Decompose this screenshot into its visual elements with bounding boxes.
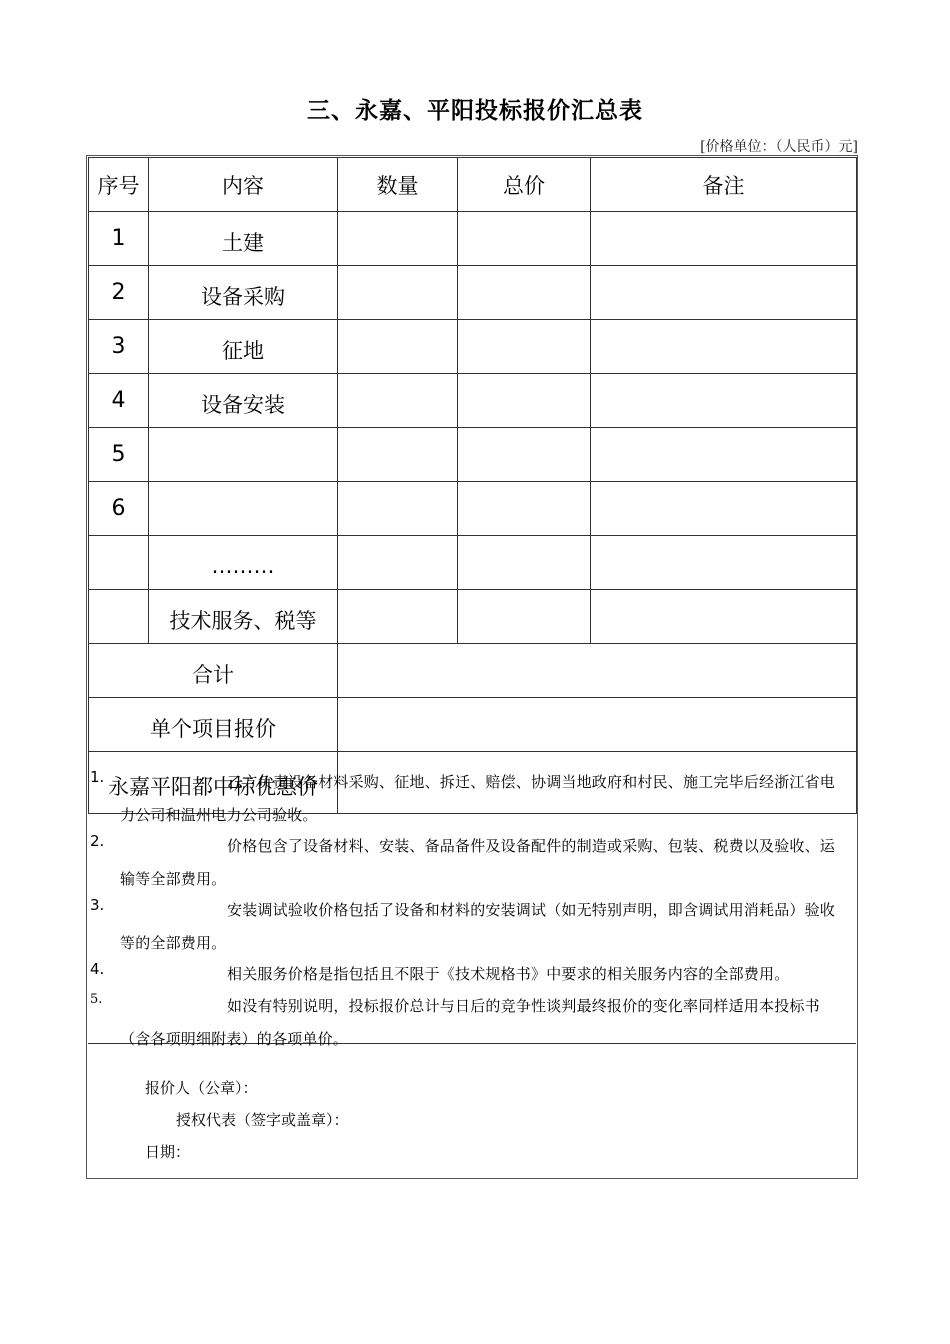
note-number: 1. [90, 768, 105, 786]
row-seq [89, 536, 149, 590]
row-remarks-cell[interactable] [591, 590, 857, 644]
row-seq: 3 [89, 320, 149, 374]
row-total-cell[interactable] [458, 320, 591, 374]
row-quantity-cell[interactable] [338, 482, 458, 536]
row-total-cell[interactable] [458, 536, 591, 590]
note-item [88, 820, 856, 888]
row-quantity-cell[interactable] [338, 428, 458, 482]
row-quantity-cell[interactable] [338, 212, 458, 266]
row-quantity-cell[interactable] [338, 320, 458, 374]
total-label: 合计 [89, 644, 338, 698]
total-value-cell[interactable] [338, 644, 857, 698]
table-row [89, 266, 857, 320]
note-item [88, 884, 856, 952]
note-item [88, 948, 856, 983]
row-total-cell[interactable] [458, 374, 591, 428]
discount-label: 永嘉平阳都中标优惠价 [89, 752, 338, 814]
table-row [89, 590, 857, 644]
row-content: 土建 [149, 212, 338, 266]
note-text: 价格包含了设备材料、安装、备品备件及设备配件的制造或采购、包装、税费以及验收、运输等全部费用。 [120, 837, 836, 888]
single-project-label: 单个项目报价 [89, 698, 338, 752]
header-content: 内容 [149, 158, 338, 212]
row-remarks-cell[interactable] [591, 320, 857, 374]
header-remarks: 备注 [591, 158, 857, 212]
row-total-cell[interactable] [458, 590, 591, 644]
row-content: 设备安装 [149, 374, 338, 428]
table-row [89, 320, 857, 374]
row-remarks-cell[interactable] [591, 482, 857, 536]
row-content: 技术服务、税等 [149, 590, 338, 644]
row-seq: 1 [89, 212, 149, 266]
row-quantity-cell[interactable] [338, 374, 458, 428]
row-seq: 6 [89, 482, 149, 536]
table-row [89, 536, 857, 590]
row-seq: 5 [89, 428, 149, 482]
row-seq: 4 [89, 374, 149, 428]
date-label: 日期： [145, 1143, 191, 1161]
row-total-cell[interactable] [458, 212, 591, 266]
row-content[interactable] [149, 482, 338, 536]
row-content: 征地 [149, 320, 338, 374]
row-content[interactable] [149, 428, 338, 482]
header-quantity: 数量 [338, 158, 458, 212]
note-text: 相关服务价格是指包括且不限于《技术规格书》中要求的相关服务内容的全部费用。 [227, 965, 790, 983]
page-title: 三、永嘉、平阳投标报价汇总表 [307, 97, 643, 124]
signature-section [88, 1044, 856, 1178]
total-row [89, 644, 857, 698]
note-number: 2. [90, 832, 105, 850]
table-row [89, 374, 857, 428]
row-total-cell[interactable] [458, 482, 591, 536]
row-remarks-cell[interactable] [591, 536, 857, 590]
single-project-row [89, 698, 857, 752]
authorized-representative-label: 授权代表（签字或盖章）： [176, 1111, 349, 1129]
row-total-cell[interactable] [458, 428, 591, 482]
header-total-price: 总价 [458, 158, 591, 212]
notes-section [88, 756, 856, 1048]
note-number: 4. [90, 960, 105, 978]
note-number: 3. [90, 896, 105, 914]
table-row [89, 428, 857, 482]
row-quantity-cell[interactable] [338, 590, 458, 644]
row-remarks-cell[interactable] [591, 212, 857, 266]
row-remarks-cell[interactable] [591, 374, 857, 428]
row-content-ellipsis: ……… [149, 536, 338, 590]
row-remarks-cell[interactable] [591, 428, 857, 482]
single-project-value-cell[interactable] [338, 698, 857, 752]
row-seq: 2 [89, 266, 149, 320]
bidder-seal-label: 报价人（公章）： [145, 1079, 258, 1097]
table-row [89, 212, 857, 266]
note-text: 安装调试验收价格包括了设备和材料的安装调试（如无特别声明，即含调试用消耗品）验收等的全部费用。 [120, 901, 836, 952]
row-total-cell[interactable] [458, 266, 591, 320]
note-text: 如没有特别说明，投标报价总计与日后的竞争性谈判最终报价的变化率同样适用本投标书（含各项明细附表）的各项单价。 [120, 997, 820, 1048]
note-number: 5. [90, 992, 103, 1007]
header-seq: 序号 [89, 158, 149, 212]
row-quantity-cell[interactable] [338, 536, 458, 590]
note-item [88, 756, 856, 824]
row-seq [89, 590, 149, 644]
note-text: 乙方负责设备材料采购、征地、拆迁、赔偿、协调当地政府和村民、施工完毕后经浙江省电力公司和温州电力公司验收。 [120, 773, 836, 824]
row-remarks-cell[interactable] [591, 266, 857, 320]
row-quantity-cell[interactable] [338, 266, 458, 320]
note-item [88, 980, 856, 1048]
table-header-row [89, 158, 857, 212]
row-content: 设备采购 [149, 266, 338, 320]
table-row [89, 482, 857, 536]
quote-summary-table [88, 157, 857, 814]
price-unit-note: [价格单位：（人民币）元] [700, 139, 858, 155]
